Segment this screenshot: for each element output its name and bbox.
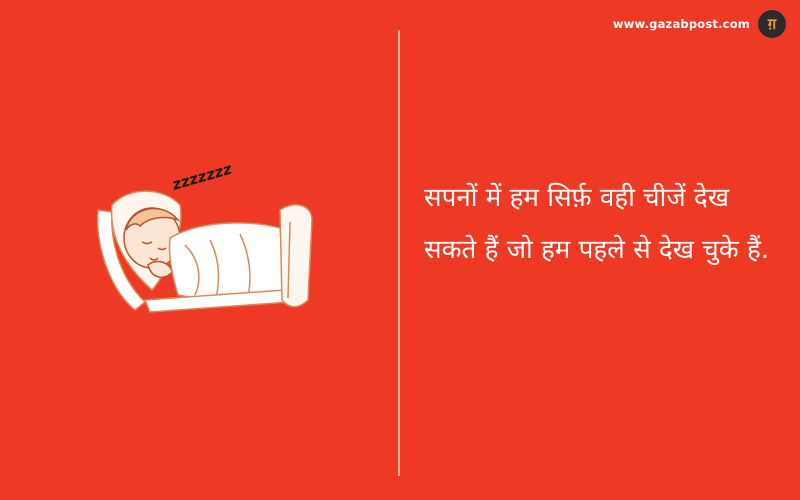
sleeping-in-bed-icon [90,150,320,325]
vertical-divider [398,30,400,476]
brand-logo-icon[interactable]: ग़ [758,10,786,38]
brand-url[interactable]: www.gazabpost.com [612,17,750,31]
bed-footboard [280,205,312,307]
snore-text: zzzzzzz [170,159,234,194]
blanket [169,223,285,299]
quote-text: सपनों में हम सिर्फ़ वही चीजें देख सकते हैं जो हम पहले से देख चुके हैं. [424,183,770,265]
brand-header[interactable] [613,9,786,39]
